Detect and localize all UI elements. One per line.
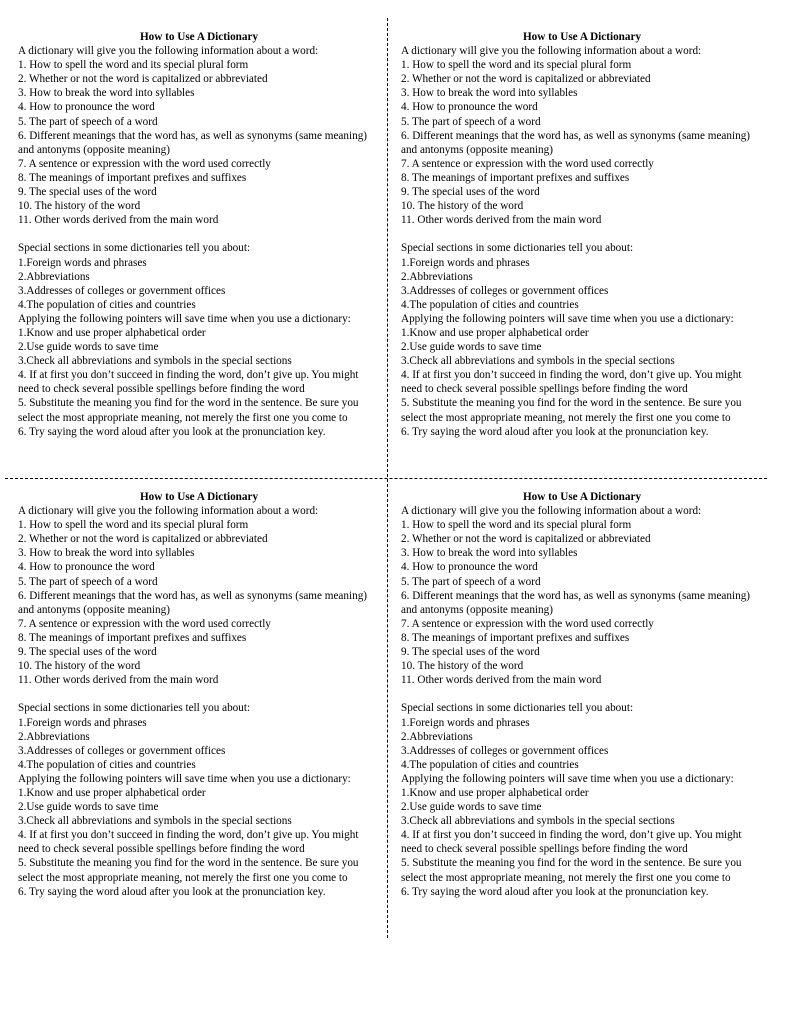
special-item: 2.Abbreviations bbox=[401, 730, 473, 743]
info-item: 9. The special uses of the word bbox=[401, 186, 540, 199]
pointer-item: 1.Know and use proper alphabetical order bbox=[18, 326, 206, 339]
info-item: 4. How to pronounce the word bbox=[401, 561, 538, 574]
info-item: 3. How to break the word into syllables bbox=[401, 87, 578, 100]
pointer-item: 3.Check all abbreviations and symbols in the special sections bbox=[401, 355, 675, 368]
info-item: 1. How to spell the word and its special plural form bbox=[401, 59, 632, 72]
blank-line bbox=[401, 227, 763, 241]
info-item: 7. A sentence or expression with the word used correctly bbox=[18, 157, 271, 170]
pointer-item: 4. If at first you don’t succeed in finding the word, don’t give up. You might need to check several possible spellings before finding the word bbox=[401, 369, 742, 396]
info-item: 7. A sentence or expression with the word used correctly bbox=[401, 617, 654, 630]
handout-title: How to Use A Dictionary bbox=[522, 491, 642, 503]
pointer-item: 3.Check all abbreviations and symbols in the special sections bbox=[18, 815, 292, 828]
info-item: 2. Whether or not the word is capitalized or abbreviated bbox=[18, 73, 268, 86]
special-item: 1.Foreign words and phrases bbox=[18, 716, 147, 729]
info-item: 8. The meanings of important prefixes and suffixes bbox=[18, 171, 247, 184]
pointer-item: 5. Substitute the meaning you find for the word in the sentence. Be sure you select the most appropriate meaning, not merely the first one you come to bbox=[401, 397, 742, 424]
info-item: 5. The part of speech of a word bbox=[401, 575, 541, 588]
pointer-item: 3.Check all abbreviations and symbols in the special sections bbox=[18, 355, 292, 368]
special-item: 2.Abbreviations bbox=[18, 270, 90, 283]
pointers-intro: Applying the following pointers will save time when you use a dictionary: bbox=[401, 772, 734, 785]
handout-title: How to Use A Dictionary bbox=[139, 491, 259, 503]
info-item: 9. The special uses of the word bbox=[18, 646, 157, 659]
info-item: 10. The history of the word bbox=[18, 660, 141, 673]
info-item: 9. The special uses of the word bbox=[401, 646, 540, 659]
info-item: 6. Different meanings that the word has, as well as synonyms (same meaning) and antonyms (opposite meaning) bbox=[401, 129, 751, 156]
special-sections-intro: Special sections in some dictionaries tell you about: bbox=[401, 242, 634, 255]
info-item: 5. The part of speech of a word bbox=[18, 575, 158, 588]
info-item: 2. Whether or not the word is capitalized or abbreviated bbox=[401, 533, 651, 546]
pointer-item: 5. Substitute the meaning you find for the word in the sentence. Be sure you select the most appropriate meaning, not merely the first one you come to bbox=[401, 857, 742, 884]
info-item: 11. Other words derived from the main word bbox=[18, 214, 219, 227]
info-list bbox=[18, 58, 380, 227]
pointer-item: 1.Know and use proper alphabetical order bbox=[401, 786, 589, 799]
pointer-list bbox=[18, 786, 380, 899]
special-list bbox=[18, 256, 380, 312]
special-list bbox=[18, 716, 380, 772]
info-item: 11. Other words derived from the main word bbox=[401, 674, 602, 687]
handout-title: How to Use A Dictionary bbox=[522, 31, 642, 43]
info-item: 4. How to pronounce the word bbox=[18, 561, 155, 574]
handout-card-bottom-left bbox=[18, 490, 380, 899]
pointer-item: 2.Use guide words to save time bbox=[18, 801, 159, 814]
special-list bbox=[401, 716, 763, 772]
info-item: 6. Different meanings that the word has, as well as synonyms (same meaning) and antonyms (opposite meaning) bbox=[401, 589, 751, 616]
special-item: 2.Abbreviations bbox=[401, 270, 473, 283]
pointer-item: 4. If at first you don’t succeed in finding the word, don’t give up. You might need to check several possible spellings before finding the word bbox=[18, 829, 359, 856]
special-item: 1.Foreign words and phrases bbox=[401, 256, 530, 269]
pointer-item: 6. Try saying the word aloud after you look at the pronunciation key. bbox=[401, 425, 709, 438]
info-item: 5. The part of speech of a word bbox=[401, 115, 541, 128]
info-list bbox=[401, 58, 763, 227]
info-item: 5. The part of speech of a word bbox=[18, 115, 158, 128]
info-item: 7. A sentence or expression with the word used correctly bbox=[18, 617, 271, 630]
special-item: 1.Foreign words and phrases bbox=[18, 256, 147, 269]
info-item: 4. How to pronounce the word bbox=[401, 101, 538, 114]
info-item: 11. Other words derived from the main word bbox=[401, 214, 602, 227]
pointers-intro: Applying the following pointers will save time when you use a dictionary: bbox=[401, 312, 734, 325]
special-sections-intro: Special sections in some dictionaries tell you about: bbox=[18, 242, 251, 255]
info-item: 6. Different meanings that the word has, as well as synonyms (same meaning) and antonyms (opposite meaning) bbox=[18, 589, 368, 616]
handout-title: How to Use A Dictionary bbox=[139, 31, 259, 43]
info-item: 10. The history of the word bbox=[18, 200, 141, 213]
special-sections-intro: Special sections in some dictionaries tell you about: bbox=[18, 702, 251, 715]
pointer-item: 6. Try saying the word aloud after you look at the pronunciation key. bbox=[18, 425, 326, 438]
info-item: 2. Whether or not the word is capitalized or abbreviated bbox=[401, 73, 651, 86]
special-item: 3.Addresses of colleges or government offices bbox=[401, 284, 609, 297]
handout-card-top-right bbox=[401, 30, 763, 439]
special-item: 4.The population of cities and countries bbox=[401, 298, 579, 311]
blank-line bbox=[18, 227, 380, 241]
blank-line bbox=[401, 687, 763, 701]
pointer-item: 5. Substitute the meaning you find for the word in the sentence. Be sure you select the most appropriate meaning, not merely the first one you come to bbox=[18, 397, 359, 424]
pointer-item: 3.Check all abbreviations and symbols in the special sections bbox=[401, 815, 675, 828]
info-item: 3. How to break the word into syllables bbox=[18, 547, 195, 560]
intro-text: A dictionary will give you the following information about a word: bbox=[401, 505, 702, 518]
pointer-item: 4. If at first you don’t succeed in finding the word, don’t give up. You might need to check several possible spellings before finding the word bbox=[401, 829, 742, 856]
info-item: 10. The history of the word bbox=[401, 660, 524, 673]
handout-card-top-left bbox=[18, 30, 380, 439]
special-item: 4.The population of cities and countries bbox=[18, 758, 196, 771]
handout-card-bottom-right bbox=[401, 490, 763, 899]
pointer-item: 6. Try saying the word aloud after you look at the pronunciation key. bbox=[18, 885, 326, 898]
pointer-list bbox=[401, 786, 763, 899]
info-item: 8. The meanings of important prefixes and suffixes bbox=[401, 171, 630, 184]
intro-text: A dictionary will give you the following information about a word: bbox=[401, 45, 702, 58]
pointer-list bbox=[401, 326, 763, 439]
info-item: 8. The meanings of important prefixes and suffixes bbox=[18, 631, 247, 644]
special-item: 3.Addresses of colleges or government offices bbox=[401, 744, 609, 757]
special-item: 3.Addresses of colleges or government offices bbox=[18, 744, 226, 757]
info-item: 11. Other words derived from the main word bbox=[18, 674, 219, 687]
special-item: 4.The population of cities and countries bbox=[18, 298, 196, 311]
info-item: 1. How to spell the word and its special plural form bbox=[401, 519, 632, 532]
intro-text: A dictionary will give you the following information about a word: bbox=[18, 505, 319, 518]
info-item: 7. A sentence or expression with the word used correctly bbox=[401, 157, 654, 170]
intro-text: A dictionary will give you the following information about a word: bbox=[18, 45, 319, 58]
pointer-item: 2.Use guide words to save time bbox=[401, 341, 542, 354]
info-item: 9. The special uses of the word bbox=[18, 186, 157, 199]
blank-line bbox=[18, 687, 380, 701]
info-item: 8. The meanings of important prefixes and suffixes bbox=[401, 631, 630, 644]
info-item: 1. How to spell the word and its special plural form bbox=[18, 59, 249, 72]
pointer-item: 6. Try saying the word aloud after you look at the pronunciation key. bbox=[401, 885, 709, 898]
pointer-item: 2.Use guide words to save time bbox=[401, 801, 542, 814]
horizontal-cut-line bbox=[5, 478, 767, 479]
info-item: 2. Whether or not the word is capitalized or abbreviated bbox=[18, 533, 268, 546]
special-item: 4.The population of cities and countries bbox=[401, 758, 579, 771]
pointers-intro: Applying the following pointers will save time when you use a dictionary: bbox=[18, 312, 351, 325]
special-sections-intro: Special sections in some dictionaries tell you about: bbox=[401, 702, 634, 715]
pointer-item: 1.Know and use proper alphabetical order bbox=[401, 326, 589, 339]
special-item: 2.Abbreviations bbox=[18, 730, 90, 743]
special-item: 1.Foreign words and phrases bbox=[401, 716, 530, 729]
pointer-item: 1.Know and use proper alphabetical order bbox=[18, 786, 206, 799]
info-item: 3. How to break the word into syllables bbox=[18, 87, 195, 100]
info-item: 4. How to pronounce the word bbox=[18, 101, 155, 114]
pointers-intro: Applying the following pointers will save time when you use a dictionary: bbox=[18, 772, 351, 785]
info-item: 3. How to break the word into syllables bbox=[401, 547, 578, 560]
pointer-item: 2.Use guide words to save time bbox=[18, 341, 159, 354]
pointer-list bbox=[18, 326, 380, 439]
pointer-item: 5. Substitute the meaning you find for the word in the sentence. Be sure you select the most appropriate meaning, not merely the first one you come to bbox=[18, 857, 359, 884]
info-item: 6. Different meanings that the word has, as well as synonyms (same meaning) and antonyms (opposite meaning) bbox=[18, 129, 368, 156]
special-item: 3.Addresses of colleges or government offices bbox=[18, 284, 226, 297]
pointer-item: 4. If at first you don’t succeed in finding the word, don’t give up. You might need to check several possible spellings before finding the word bbox=[18, 369, 359, 396]
info-item: 10. The history of the word bbox=[401, 200, 524, 213]
info-item: 1. How to spell the word and its special plural form bbox=[18, 519, 249, 532]
info-list bbox=[18, 518, 380, 687]
info-list bbox=[401, 518, 763, 687]
special-list bbox=[401, 256, 763, 312]
